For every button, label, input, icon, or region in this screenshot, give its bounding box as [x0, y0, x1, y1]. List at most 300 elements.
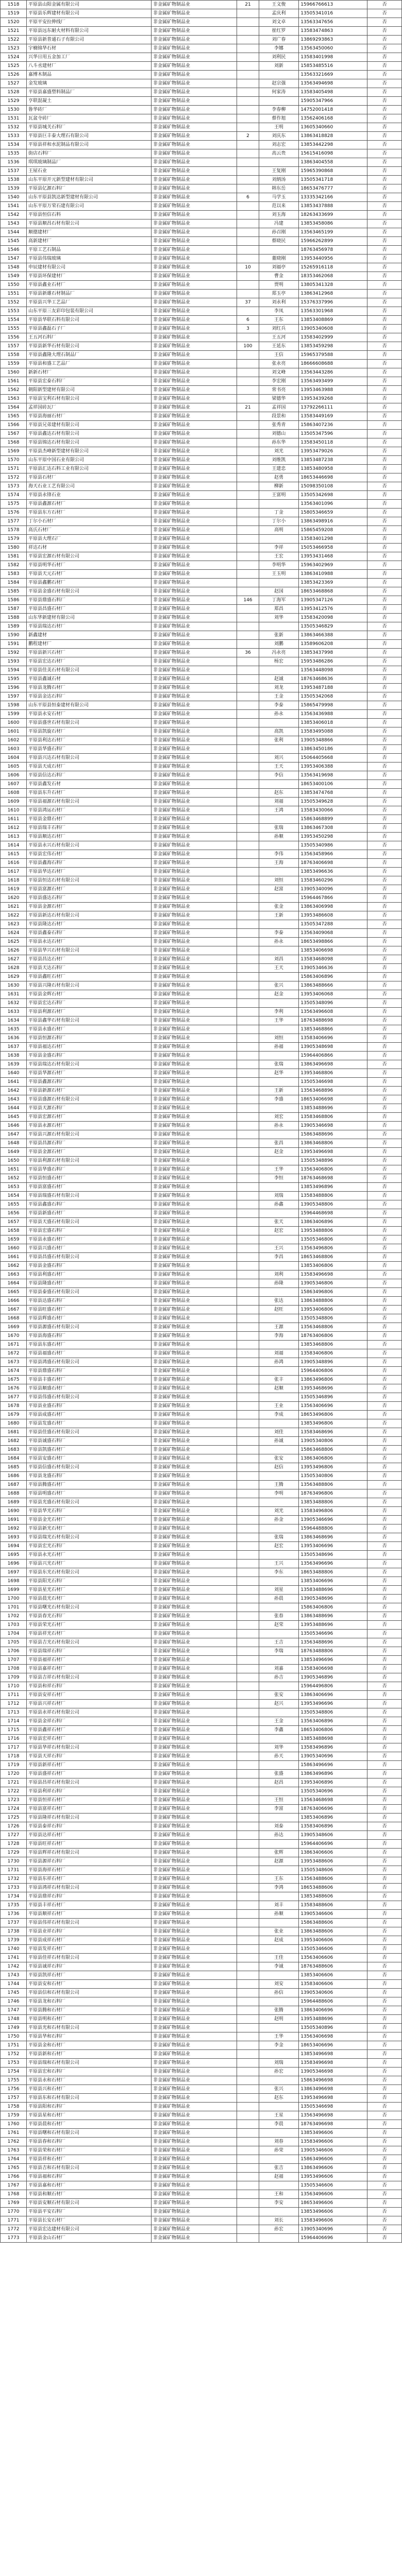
- company-name: 平原县成祥石材厂: [27, 1936, 152, 1945]
- industry-category: 非金属矿物制品业: [151, 1481, 237, 1489]
- flag-cell: 否: [367, 1516, 402, 1524]
- contact-name: 刘宏: [259, 1113, 299, 1122]
- row-number: 1527: [1, 79, 27, 88]
- flag-cell: 否: [367, 771, 402, 780]
- company-name: 平原县星和石材厂: [27, 2111, 152, 2120]
- industry-category: 非金属矿物制品业: [151, 1323, 237, 1332]
- phone-number: 13505346896: [299, 1393, 367, 1402]
- industry-category: 非金属矿物制品业: [151, 1393, 237, 1402]
- contact-name: [259, 1787, 299, 1796]
- industry-category: 非金属矿物制品业: [151, 903, 237, 911]
- industry-category: 非金属矿物制品业: [151, 1165, 237, 1174]
- flag-cell: 否: [367, 2208, 402, 2216]
- flag-cell: 否: [367, 1, 402, 9]
- contact-name: 赵兴: [259, 1700, 299, 1708]
- row-number: 1706: [1, 1647, 27, 1656]
- company-name: 平原县宏光石料厂: [27, 1542, 152, 1551]
- count-cell: [237, 999, 259, 1008]
- flag-cell: 否: [367, 517, 402, 526]
- flag-cell: 否: [367, 88, 402, 97]
- row-number: 1734: [1, 1892, 27, 1901]
- phone-number: 13583401298: [299, 535, 367, 544]
- company-name: 高新建材厂: [27, 237, 152, 246]
- phone-number: 13583496606: [299, 2138, 367, 2146]
- contact-name: 王华: [259, 1165, 299, 1174]
- table-row: [1, 509, 402, 517]
- phone-number: 13905346696: [299, 1516, 367, 1524]
- row-number: 1633: [1, 1008, 27, 1016]
- row-number: 1539: [1, 184, 27, 193]
- count-cell: [237, 1402, 259, 1411]
- contact-name: 高凯: [259, 727, 299, 736]
- count-cell: [237, 920, 259, 929]
- contact-name: [259, 666, 299, 675]
- contact-name: 赵信: [259, 1463, 299, 1472]
- count-cell: [237, 745, 259, 754]
- flag-cell: 否: [367, 176, 402, 184]
- contact-name: 孙诚: [259, 1437, 299, 1446]
- phone-number: 13953406896: [299, 1778, 367, 1787]
- count-cell: [237, 1743, 259, 1752]
- flag-cell: 否: [367, 1489, 402, 1498]
- company-name: 山东平原万荣石建有限公司: [27, 202, 152, 211]
- phone-number: 15965390868: [299, 167, 367, 176]
- contact-name: 刘广春: [259, 36, 299, 44]
- contact-name: [259, 246, 299, 255]
- flag-cell: 否: [367, 1971, 402, 1980]
- contact-name: [259, 815, 299, 824]
- count-cell: [237, 1270, 259, 1279]
- table-row: [1, 990, 402, 999]
- company-name: 平原县山阳金属有限公司: [27, 1, 152, 9]
- flag-cell: 否: [367, 2059, 402, 2067]
- company-name: 平原县永兴石材有限公司: [27, 841, 152, 850]
- row-number: 1519: [1, 9, 27, 18]
- count-cell: [237, 1367, 259, 1376]
- table-row: [1, 1857, 402, 1866]
- row-number: 1609: [1, 798, 27, 806]
- industry-category: 非金属矿物制品业: [151, 973, 237, 981]
- table-row: [1, 789, 402, 798]
- company-name: 平原县东祥石材厂: [27, 1875, 152, 1884]
- industry-category: 非金属矿物制品业: [151, 2181, 237, 2190]
- company-name: 平原县瑞达石材有限公司: [27, 1060, 152, 1069]
- table-row: [1, 911, 402, 920]
- flag-cell: 否: [367, 2094, 402, 2103]
- row-number: 1525: [1, 62, 27, 71]
- phone-number: 13563493499: [299, 377, 367, 386]
- table-row: [1, 552, 402, 561]
- table-row: [1, 141, 402, 149]
- contact-name: 李鸿: [259, 1884, 299, 1892]
- phone-number: 13583402999: [299, 333, 367, 342]
- row-number: 1761: [1, 2129, 27, 2138]
- contact-name: [259, 1892, 299, 1901]
- contact-name: 王信: [259, 351, 299, 360]
- company-name: 平原县盛达石料厂: [27, 894, 152, 903]
- phone-number: 18763456978: [299, 246, 367, 255]
- table-row: [1, 193, 402, 202]
- industry-category: 非金属矿物制品业: [151, 132, 237, 141]
- industry-category: 非金属矿物制品业: [151, 2050, 237, 2059]
- row-number: 1707: [1, 1656, 27, 1665]
- table-row: [1, 981, 402, 990]
- count-cell: 3: [237, 325, 259, 333]
- company-name: 平原县明华石材厂: [27, 561, 152, 570]
- table-row: [1, 1139, 402, 1148]
- phone-number: 18763406698: [299, 859, 367, 868]
- row-number: 1543: [1, 219, 27, 228]
- phone-number: 13563496608: [299, 1008, 367, 1016]
- contact-name: 李信: [259, 771, 299, 780]
- phone-number: 13583496896: [299, 1743, 367, 1752]
- count-cell: 37: [237, 298, 259, 307]
- company-name: 平原县华源石材厂: [27, 1069, 152, 1078]
- table-row: [1, 1647, 402, 1656]
- phone-number: 13953496606: [299, 2173, 367, 2181]
- table-row: [1, 351, 402, 360]
- contact-name: [259, 1052, 299, 1060]
- count-cell: [237, 1884, 259, 1892]
- table-row: [1, 1367, 402, 1376]
- contact-name: 范以来: [259, 202, 299, 211]
- contact-name: 孙宏: [259, 2225, 299, 2234]
- row-number: 1622: [1, 911, 27, 920]
- table-row: [1, 1752, 402, 1761]
- industry-category: 非金属矿物制品业: [151, 44, 237, 53]
- industry-category: 非金属矿物制品业: [151, 473, 237, 482]
- contact-name: [259, 1814, 299, 1822]
- flag-cell: 否: [367, 798, 402, 806]
- flag-cell: 否: [367, 1130, 402, 1139]
- row-number: 1728: [1, 1840, 27, 1849]
- row-number: 1641: [1, 1078, 27, 1087]
- row-number: 1746: [1, 1997, 27, 2006]
- contact-name: [259, 841, 299, 850]
- contact-name: 李东: [259, 1568, 299, 1577]
- company-name: 山东平原县凯达新型建材有限公司: [27, 193, 152, 202]
- company-name: 平原县新光石材厂: [27, 1524, 152, 1533]
- flag-cell: 否: [367, 876, 402, 885]
- flag-cell: 否: [367, 211, 402, 219]
- company-name: 平原县福和石料厂: [27, 2173, 152, 2181]
- flag-cell: 否: [367, 1542, 402, 1551]
- row-number: 1682: [1, 1437, 27, 1446]
- industry-category: 非金属矿物制品业: [151, 1814, 237, 1822]
- contact-name: 张安: [259, 1454, 299, 1463]
- flag-cell: 否: [367, 1761, 402, 1770]
- phone-number: 13853488696: [299, 1104, 367, 1113]
- company-name: 平原县东盛石材厂: [27, 1341, 152, 1349]
- flag-cell: 否: [367, 2015, 402, 2024]
- phone-number: 13563419698: [299, 771, 367, 780]
- contact-name: 李昌: [259, 1253, 299, 1262]
- flag-cell: 否: [367, 1165, 402, 1174]
- phone-number: 13953479026: [299, 447, 367, 456]
- count-cell: [237, 1989, 259, 1997]
- flag-cell: 否: [367, 342, 402, 351]
- industry-category: 非金属矿物制品业: [151, 360, 237, 368]
- industry-category: 非金属矿物制品业: [151, 368, 237, 377]
- phone-number: 18353462068: [299, 272, 367, 281]
- contact-name: [259, 71, 299, 79]
- company-name: 平原县兴光石材厂: [27, 1560, 152, 1568]
- flag-cell: 否: [367, 1603, 402, 1612]
- count-cell: [237, 412, 259, 421]
- flag-cell: 否: [367, 202, 402, 211]
- contact-name: 张腾: [259, 2006, 299, 2015]
- industry-category: 非金属矿物制品业: [151, 36, 237, 44]
- table-row: [1, 2059, 402, 2067]
- table-row: [1, 1533, 402, 1542]
- table-row: [1, 1524, 402, 1533]
- flag-cell: 否: [367, 999, 402, 1008]
- flag-cell: 否: [367, 325, 402, 333]
- count-cell: [237, 1814, 259, 1822]
- contact-name: 赵国: [259, 587, 299, 596]
- table-row: [1, 1174, 402, 1183]
- phone-number: 13563450060: [299, 44, 367, 53]
- table-row: [1, 1, 402, 9]
- row-number: 1644: [1, 1104, 27, 1113]
- industry-category: 非金属矿物制品业: [151, 1560, 237, 1568]
- row-number: 1732: [1, 1875, 27, 1884]
- count-cell: [237, 1997, 259, 2006]
- industry-category: 非金属矿物制品业: [151, 1130, 237, 1139]
- company-name: 平原县恒达石材有限公司: [27, 876, 152, 885]
- flag-cell: 否: [367, 368, 402, 377]
- industry-category: 非金属矿物制品业: [151, 1910, 237, 1919]
- phone-number: 13505340696: [299, 1787, 367, 1796]
- flag-cell: 否: [367, 1612, 402, 1621]
- table-row: [1, 44, 402, 53]
- phone-number: 13505346698: [299, 1078, 367, 1087]
- contact-name: 赵荣: [259, 1621, 299, 1630]
- company-name: 海天石业工艺有限公司: [27, 482, 152, 491]
- flag-cell: 否: [367, 456, 402, 465]
- contact-name: 丁金: [259, 509, 299, 517]
- contact-name: 王星: [259, 2111, 299, 2120]
- industry-category: 非金属矿物制品业: [151, 71, 237, 79]
- table-row: [1, 430, 402, 438]
- company-name: 平原县盛祥石材厂: [27, 1770, 152, 1778]
- table-row: [1, 1060, 402, 1069]
- table-row: [1, 1560, 402, 1568]
- company-name: 平原县光盛石材有限公司: [27, 1498, 152, 1507]
- flag-cell: 否: [367, 1419, 402, 1428]
- industry-category: 非金属矿物制品业: [151, 762, 237, 771]
- industry-category: 非金属矿物制品业: [151, 141, 237, 149]
- company-name: 平原县明和石材厂: [27, 2015, 152, 2024]
- count-cell: [237, 1306, 259, 1314]
- count-cell: [237, 622, 259, 631]
- row-number: 1638: [1, 1052, 27, 1060]
- contact-name: 王业: [259, 1402, 299, 1411]
- company-name: 平原县旺祥石材厂: [27, 1840, 152, 1849]
- row-number: 1745: [1, 1989, 27, 1997]
- contact-name: 刘利: [259, 1270, 299, 1279]
- contact-name: [259, 1288, 299, 1297]
- contact-name: 段景和: [259, 412, 299, 421]
- flag-cell: 否: [367, 1332, 402, 1341]
- row-number: 1739: [1, 1936, 27, 1945]
- flag-cell: 否: [367, 1235, 402, 1244]
- company-name: 平原县华盛石料厂: [27, 745, 152, 754]
- contact-name: 王宏: [259, 552, 299, 561]
- count-cell: [237, 1043, 259, 1052]
- phone-number: 18653488606: [299, 1884, 367, 1892]
- phone-number: 13563488806: [299, 1481, 367, 1489]
- phone-number: 13905346606: [299, 2146, 367, 2155]
- company-name: 平原县诚盛石料厂: [27, 1437, 152, 1446]
- row-number: 1636: [1, 1034, 27, 1043]
- contact-name: 张金: [259, 903, 299, 911]
- flag-cell: 否: [367, 290, 402, 298]
- company-name: 平原县福祥石材厂: [27, 1656, 152, 1665]
- row-number: 1632: [1, 999, 27, 1008]
- count-cell: [237, 1183, 259, 1192]
- row-number: 1566: [1, 421, 27, 430]
- company-name: 平原县凯旋石材厂: [27, 727, 152, 736]
- phone-number: 13863406806: [299, 1454, 367, 1463]
- table-row: [1, 114, 402, 123]
- flag-cell: 否: [367, 631, 402, 640]
- company-name: 平原县凯祥石材厂: [27, 1971, 152, 1980]
- phone-number: 13863450186: [299, 745, 367, 754]
- table-row: [1, 675, 402, 684]
- phone-number: 13583474863: [299, 27, 367, 36]
- contact-name: 赵昌: [259, 1778, 299, 1787]
- industry-category: 非金属矿物制品业: [151, 2111, 237, 2120]
- flag-cell: 否: [367, 44, 402, 53]
- table-row: [1, 806, 402, 815]
- contact-name: [259, 1945, 299, 1954]
- count-cell: [237, 1568, 259, 1577]
- industry-category: 非金属矿物制品业: [151, 1516, 237, 1524]
- table-row: [1, 298, 402, 307]
- company-name: 平原县鑫发石材: [27, 780, 152, 789]
- company-name: 平原县祥和水泥制品有限公司: [27, 141, 152, 149]
- industry-category: 非金属矿物制品业: [151, 1875, 237, 1884]
- flag-cell: 否: [367, 1884, 402, 1892]
- count-cell: 10: [237, 263, 259, 272]
- table-row: [1, 290, 402, 298]
- flag-cell: 否: [367, 1673, 402, 1682]
- table-row: [1, 1962, 402, 1971]
- phone-number: 13953406068: [299, 990, 367, 999]
- table-row: [1, 587, 402, 596]
- industry-category: 非金属矿物制品业: [151, 552, 237, 561]
- industry-category: 非金属矿物制品业: [151, 1270, 237, 1279]
- table-row: [1, 614, 402, 622]
- table-row: [1, 500, 402, 509]
- row-number: 1689: [1, 1498, 27, 1507]
- phone-number: 13853459298: [299, 342, 367, 351]
- contact-name: 刘利民: [259, 53, 299, 62]
- contact-name: 孙永: [259, 938, 299, 946]
- phone-number: 15615416098: [299, 149, 367, 158]
- company-name: 平原县凯盛石材厂: [27, 1446, 152, 1454]
- flag-cell: 否: [367, 719, 402, 727]
- count-cell: [237, 491, 259, 500]
- industry-category: 非金属矿物制品业: [151, 1253, 237, 1262]
- flag-cell: 否: [367, 2216, 402, 2225]
- count-cell: [237, 2015, 259, 2024]
- count-cell: [237, 1665, 259, 1673]
- industry-category: 非金属矿物制品业: [151, 1148, 237, 1157]
- table-row: [1, 447, 402, 456]
- table-row: [1, 1270, 402, 1279]
- contact-name: [259, 2234, 299, 2243]
- phone-number: 13953406606: [299, 1936, 367, 1945]
- phone-number: 13863418828: [299, 132, 367, 141]
- company-name: 平原县东升石材厂: [27, 789, 152, 798]
- phone-number: 13863412968: [299, 290, 367, 298]
- table-row: [1, 1306, 402, 1314]
- industry-category: 非金属矿物制品业: [151, 666, 237, 675]
- industry-category: 非金属矿物制品业: [151, 412, 237, 421]
- industry-category: 非金属矿物制品业: [151, 1139, 237, 1148]
- count-cell: [237, 1148, 259, 1157]
- table-row: [1, 1052, 402, 1060]
- contact-name: 刘永利: [259, 298, 299, 307]
- row-number: 1749: [1, 2024, 27, 2032]
- company-name: 平原县金盛石料厂: [27, 1052, 152, 1060]
- industry-category: 非金属矿物制品业: [151, 1349, 237, 1358]
- count-cell: [237, 657, 259, 666]
- phone-number: 13505348696: [299, 1551, 367, 1560]
- count-cell: [237, 281, 259, 290]
- table-row: [1, 1778, 402, 1787]
- count-cell: [237, 123, 259, 132]
- company-name: 山东平原开元新型建材有限公司: [27, 176, 152, 184]
- flag-cell: 否: [367, 657, 402, 666]
- table-row: [1, 1200, 402, 1209]
- count-cell: [237, 1822, 259, 1831]
- flag-cell: 否: [367, 544, 402, 552]
- flag-cell: 否: [367, 1989, 402, 1997]
- count-cell: [237, 114, 259, 123]
- industry-category: 非金属矿物制品业: [151, 1402, 237, 1411]
- table-row: [1, 859, 402, 868]
- industry-category: 非金属矿物制品业: [151, 1595, 237, 1603]
- company-name: 平原县荣和石材厂: [27, 2146, 152, 2155]
- flag-cell: 否: [367, 18, 402, 27]
- count-cell: [237, 272, 259, 281]
- flag-cell: 否: [367, 561, 402, 570]
- table-row: [1, 929, 402, 938]
- row-number: 1565: [1, 412, 27, 421]
- contact-name: 张瑞: [259, 824, 299, 833]
- row-number: 1730: [1, 1857, 27, 1866]
- industry-category: 非金属矿物制品业: [151, 692, 237, 701]
- contact-name: 高云贵: [259, 149, 299, 158]
- phone-number: 13905340696: [299, 2225, 367, 2234]
- flag-cell: 否: [367, 2024, 402, 2032]
- row-number: 1762: [1, 2138, 27, 2146]
- phone-number: 13953487188: [299, 684, 367, 692]
- flag-cell: 否: [367, 1805, 402, 1814]
- company-name: 平原县新兴石材厂: [27, 649, 152, 657]
- flag-cell: 否: [367, 1358, 402, 1367]
- table-row: [1, 719, 402, 727]
- row-number: 1696: [1, 1560, 27, 1568]
- contact-name: [259, 1577, 299, 1586]
- table-row: [1, 1577, 402, 1586]
- phone-number: 13863488696: [299, 1612, 367, 1621]
- company-name: 平原县诚祥石料厂: [27, 1962, 152, 1971]
- flag-cell: 否: [367, 1306, 402, 1314]
